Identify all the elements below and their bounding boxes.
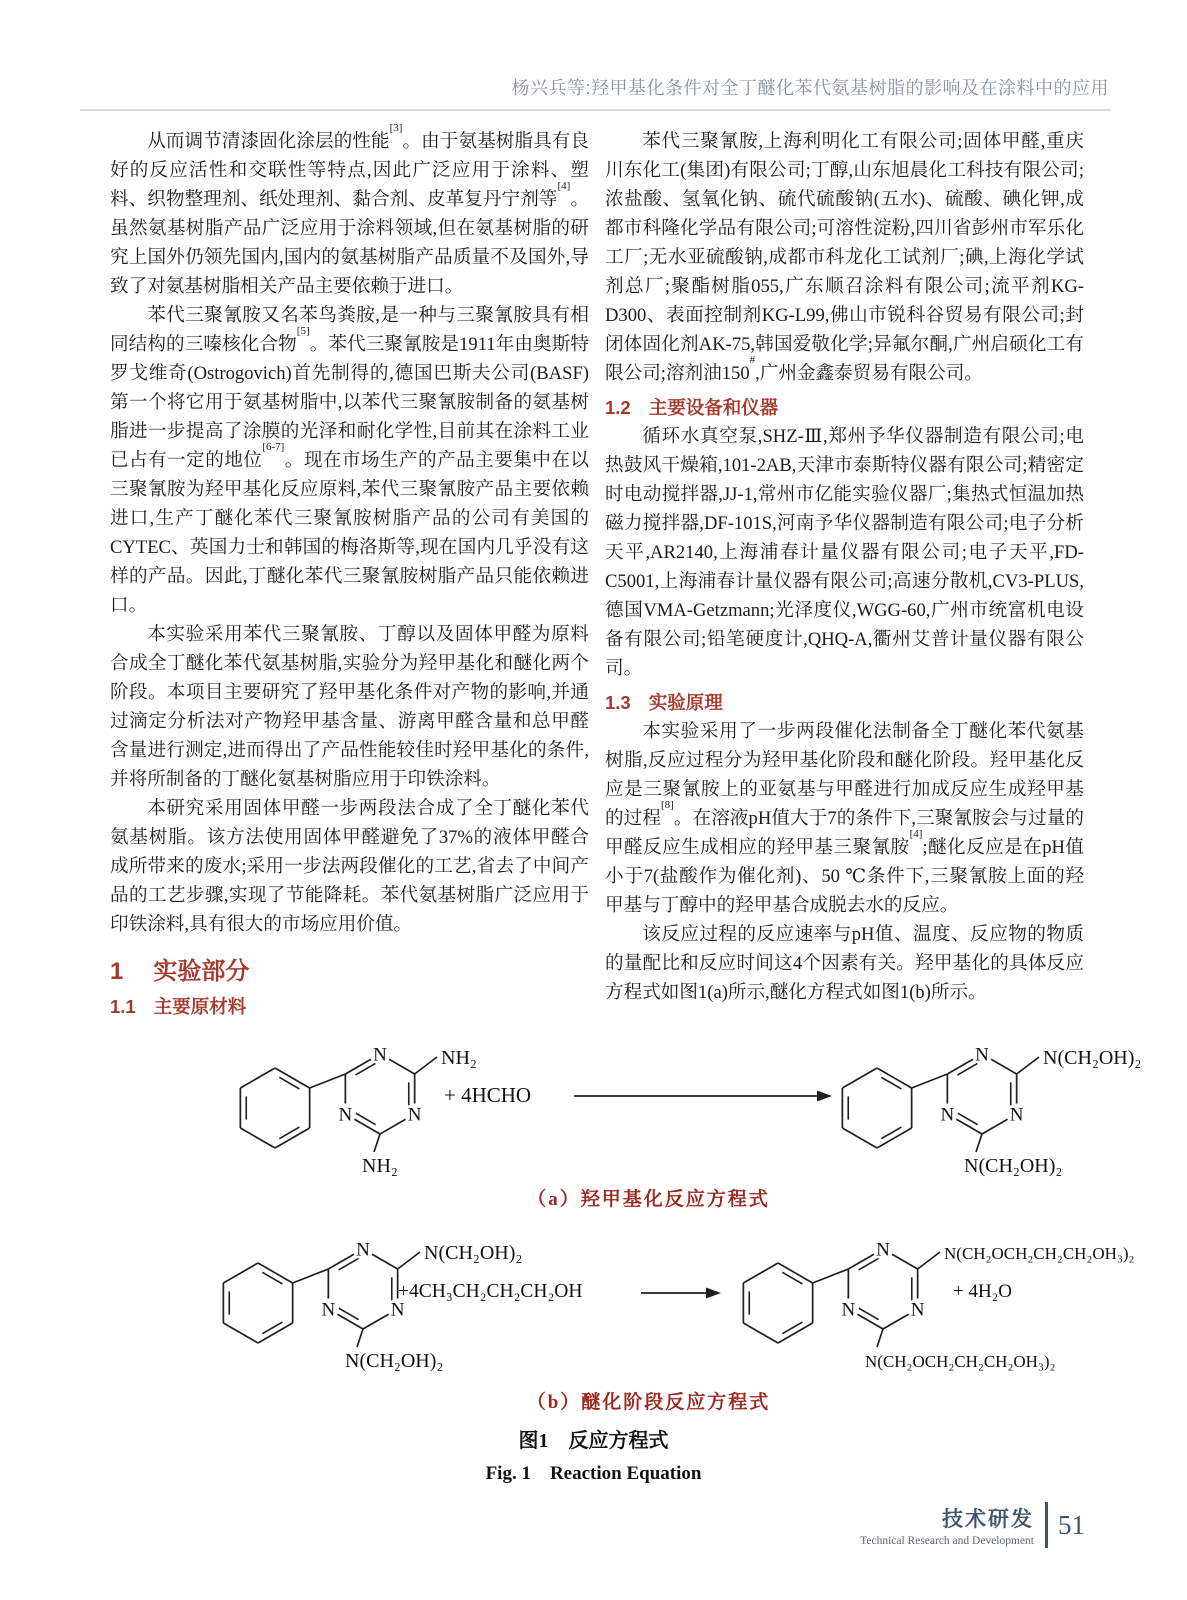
figure-caption-en: Fig. 1 Reaction Equation (485, 1462, 702, 1484)
svg-text:N(CH₂OH)₂: N(CH₂OH)₂ (964, 1154, 1063, 1177)
svg-text:N: N (876, 1239, 890, 1261)
paragraph-equipment: 循环水真空泵,SHZ-Ⅲ,郑州予华仪器制造有限公司;电热鼓风干燥箱,101-2AB,天津市泰斯特仪器有限公司;精密定时电动搅拌器,JJ-1,常州市亿能实验仪器厂;集热式恒温加热磁力搅拌器,DF-101S,河南予华仪器制造有限公司;电子分析天平,AR2140,上海浦春计量仪器有限公司;电子天平,FD-C5001,上海浦春计量仪器有限公司;高速分散机,CV3-PLUS,德国VMA-Getzmann;光泽度仪,WGG-60,广州市统富机电设备有限公司;铅笔硬度计,QHQ-A,衢州艾普计量仪器有限公司。 (605, 426, 1084, 680)
section-1-title: 实验部分 (153, 958, 250, 985)
svg-text:N: N (1009, 1104, 1024, 1126)
svg-text:+ 4HCHO: + 4HCHO (444, 1082, 532, 1107)
svg-text:+ 4H₂O: + 4H₂O (953, 1280, 1013, 1302)
svg-text:N: N (940, 1104, 955, 1126)
footer-column-labels (860, 1503, 1034, 1547)
footer-column-en: Technical Research and Development (860, 1535, 1034, 1547)
paragraph-intro-3: 本实验采用苯代三聚氰胺、丁醇以及固体甲醛为原料合成全丁醚化苯代氨基树脂,实验分为羟甲基化和醚化两个阶段。本项目主要研究了羟甲基化条件对产物的影响,并通过滴定分析法对产物羟甲基含量、游离甲醛含量和总甲醛含量进行测定,进而得出了产品性能较佳时羟甲基化的条件,并将所制备的丁醚化氨基树脂应用于印铁涂料。 (110, 624, 589, 790)
section-1-1-number: 1.1 (110, 996, 136, 1018)
svg-text:N: N (373, 1044, 387, 1066)
section-1-3-number: 1.3 (605, 692, 631, 714)
figure-caption-zh: 图1 反应方程式 (518, 1429, 669, 1452)
section-1-heading (110, 959, 589, 985)
paragraph-materials: 苯代三聚氰胺,上海利明化工有限公司;固体甲醛,重庆川东化工(集团)有限公司;丁醇,山东旭晨化工科技有限公司;浓盐酸、氢氧化钠、硫代硫酸钠(五水)、硫酸、碘化钾,成都市科隆化学品有限公司;可溶性淀粉,四川省彭州市军乐化工厂;无水亚硫酸钠,成都市科龙化工试剂厂;碘,上海化学试剂总厂;聚酯树脂055,广东顺召涂料有限公司;流平剂KG-D300、表面控制剂KG-L99,佛山市锐科谷贸易有限公司;封闭体固化剂AK-75,韩国爱敬化学;异氟尔酮,广州启硕化工有限公司;溶剂油150#,广州金鑫泰贸易有限公司。 (605, 131, 1084, 384)
paragraph-principle: 本实验采用了一步两段催化法制备全丁醚化苯代氨基树脂,反应过程分为羟甲基化阶段和醚化阶段。羟甲基化反应是三聚氰胺上的亚氨基与甲醛进行加成反应生成羟甲基的过程[8]。在溶液pH值大于7的条件下,三聚氰胺会与过量的甲醛反应生成相应的羟甲基三聚氰胺[4];醚化反应是在pH值小于7(盐酸作为催化剂)、50 ℃条件下,三聚氰胺上面的羟甲基与丁醇中的羟甲基合成脱去水的反应。 (605, 721, 1084, 917)
reaction-a-caption: （a）羟甲基化反应方程式 (527, 1188, 770, 1210)
running-head: 杨兴兵等:羟甲基化条件对全丁醚化苯代氨基树脂的影响及在涂料中的应用 (511, 78, 1109, 98)
figure-1 (0, 1030, 1187, 1485)
footer (860, 1502, 1085, 1548)
section-1-3-heading (605, 691, 1084, 714)
reaction-equation-a-diagram (222, 1030, 1162, 1182)
svg-text:N: N (975, 1044, 989, 1066)
right-column (605, 127, 1084, 1022)
footer-column-zh: 技术研发 (942, 1508, 1034, 1531)
svg-text:N: N (910, 1299, 925, 1321)
section-1-number: 1 (110, 958, 124, 985)
svg-text:N: N (841, 1299, 856, 1321)
section-1-2-heading (605, 396, 1084, 419)
section-1-1-heading (110, 995, 589, 1018)
paragraph-intro-2: 苯代三聚氰胺又名苯鸟粪胺,是一种与三聚氰胺具有相同结构的三嗪核化合物[5]。苯代三聚氰胺是1911年由奥斯特罗戈维奇(Ostrogovich)首先制得的,德国巴斯夫公司(BASF)第一个将它用于氨基树脂中,以苯代三聚氰胺制备的氨基树脂进一步提高了涂膜的光泽和耐化学性,目前其在涂料工业已占有一定的地位[6-7]。现在市场生产的产品主要集中在以三聚氰胺为羟甲基化反应原料,苯代三聚氰胺产品主要依赖进口,生产丁醚化苯代三聚氰胺树脂产品的公司有美国的CYTEC、英国力士和韩国的梅洛斯等,现在国内几乎没有这样的产品。因此,丁醚化苯代三聚氰胺树脂产品只能依赖进口。 (110, 305, 589, 616)
two-column-body (0, 111, 1187, 1022)
svg-text:N(CH₂OH)₂: N(CH₂OH)₂ (424, 1241, 523, 1264)
paragraph-intro-1: 从而调节清漆固化涂层的性能[3]。由于氨基树脂具有良好的反应活性和交联性等特点,因此广泛应用于涂料、塑料、织物整理剂、纸处理剂、黏合剂、皮革复丹宁剂等[4]。虽然氨基树脂产品广泛应用于涂料领域,但在氨基树脂的研究上国外仍领先国内,国内的氨基树脂产品质量不及国外,导致了对氨基树脂相关产品主要依赖于进口。 (110, 122, 589, 297)
paragraph-kinetics: 该反应过程的反应速率与pH值、温度、反应物的物质的量配比和反应时间这4个因素有关。羟甲基化的具体反应方程式如图1(a)所示,醚化方程式如图1(b)所示。 (605, 924, 1084, 1004)
svg-text:N: N (321, 1299, 336, 1321)
section-1-3-title: 实验原理 (648, 692, 723, 714)
svg-text:N(CH₂OCH₂CH₂CH₂OH₃)₂: N(CH₂OCH₂CH₂CH₂OH₃)₂ (865, 1351, 1056, 1371)
svg-text:NH₂: NH₂ (362, 1154, 398, 1177)
svg-text:N: N (356, 1239, 370, 1261)
footer-divider (1045, 1502, 1048, 1548)
reaction-equation-b-diagram (205, 1213, 1160, 1385)
svg-text:N: N (338, 1104, 353, 1126)
svg-text:N: N (390, 1299, 405, 1321)
paragraph-intro-4: 本研究采用固体甲醛一步两段法合成了全丁醚化苯代氨基树脂。该方法使用固体甲醛避免了37%的液体甲醛合成所带来的废水;采用一步法两段催化的工艺,省去了中间产品的工艺步骤,实现了节能降耗。苯代氨基树脂广泛应用于印铁涂料,具有很大的市场应用价值。 (110, 798, 589, 935)
svg-text:N(CH₂OH)₂: N(CH₂OH)₂ (345, 1349, 444, 1372)
svg-text:+4CH₃CH₂CH₂CH₂OH: +4CH₃CH₂CH₂CH₂OH (398, 1280, 583, 1302)
page-number: 51 (1058, 1509, 1085, 1540)
section-1-1-title: 主要原材料 (153, 996, 247, 1018)
svg-text:N(CH₂OH)₂: N(CH₂OH)₂ (1043, 1046, 1142, 1069)
reaction-b-caption: （b）醚化阶段反应方程式 (526, 1391, 771, 1413)
svg-text:N(CH₂OCH₂CH₂CH₂OH₃)₂: N(CH₂OCH₂CH₂CH₂OH₃)₂ (944, 1243, 1135, 1263)
svg-text:N: N (407, 1104, 422, 1126)
section-1-2-number: 1.2 (605, 397, 631, 418)
section-1-2-title: 主要设备和仪器 (648, 397, 779, 418)
svg-text:NH₂: NH₂ (441, 1046, 477, 1069)
left-column (110, 122, 589, 1022)
